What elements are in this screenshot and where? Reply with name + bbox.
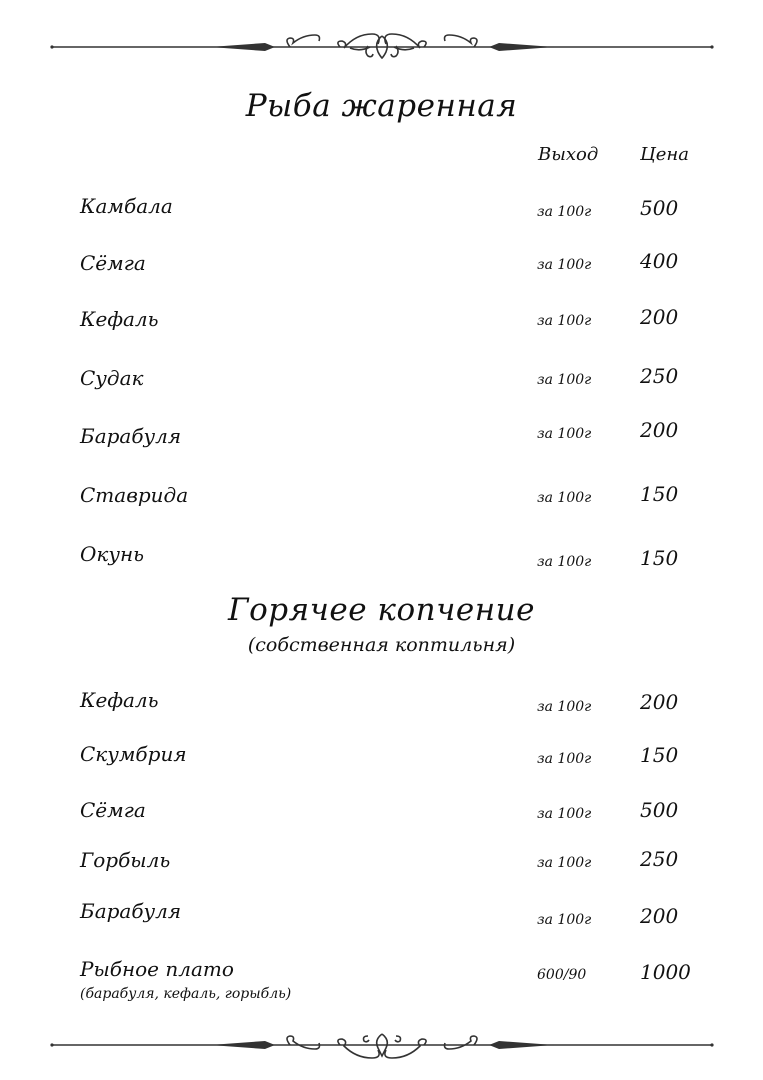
item-name: Судак	[80, 366, 144, 390]
item-price: 200	[640, 690, 679, 714]
item-price: 500	[640, 196, 679, 220]
item-price: 1000	[640, 960, 691, 984]
item-portion: за 100г	[537, 204, 592, 220]
item-price: 250	[640, 364, 679, 388]
item-portion: за 100г	[537, 313, 592, 329]
item-name: Барабуля	[80, 899, 182, 923]
item-portion: за 100г	[537, 426, 592, 442]
item-price: 200	[640, 904, 679, 928]
item-portion: за 100г	[537, 490, 592, 506]
column-header-price: Цена	[640, 144, 689, 165]
item-name: Горбыль	[80, 848, 171, 872]
item-portion: за 100г	[537, 257, 592, 273]
item-price: 500	[640, 798, 679, 822]
item-name: Ставрида	[80, 483, 189, 507]
item-price: 200	[640, 305, 679, 329]
item-price: 150	[640, 546, 679, 570]
item-portion: 600/90	[537, 967, 587, 983]
item-name: Окунь	[80, 542, 145, 566]
ornament-divider-top	[50, 32, 714, 62]
item-price: 250	[640, 847, 679, 871]
item-portion: за 100г	[537, 699, 592, 715]
item-price: 150	[640, 743, 679, 767]
ornament-divider-bottom	[50, 1030, 714, 1060]
section-title-hot-smoked: Горячее копчение	[228, 592, 535, 628]
item-note: (барабуля, кефаль, горыбль)	[80, 986, 292, 1002]
column-header-portion: Выход	[538, 144, 599, 165]
item-portion: за 100г	[537, 751, 592, 767]
item-portion: за 100г	[537, 806, 592, 822]
item-name: Сёмга	[80, 798, 146, 822]
section-subtitle: (собственная коптильня)	[247, 634, 516, 656]
item-name: Сёмга	[80, 251, 146, 275]
item-portion: за 100г	[537, 912, 592, 928]
item-price: 150	[640, 482, 679, 506]
item-name: Рыбное плато	[80, 957, 234, 981]
section-title-fried-fish: Рыба жаренная	[245, 88, 518, 124]
item-portion: за 100г	[537, 855, 592, 871]
item-price: 400	[640, 249, 679, 273]
item-name: Камбала	[80, 194, 173, 218]
item-name: Барабуля	[80, 424, 182, 448]
item-price: 200	[640, 418, 679, 442]
item-name: Кефаль	[80, 307, 159, 331]
item-portion: за 100г	[537, 372, 592, 388]
item-portion: за 100г	[537, 554, 592, 570]
item-name: Скумбрия	[80, 742, 187, 766]
item-name: Кефаль	[80, 688, 159, 712]
